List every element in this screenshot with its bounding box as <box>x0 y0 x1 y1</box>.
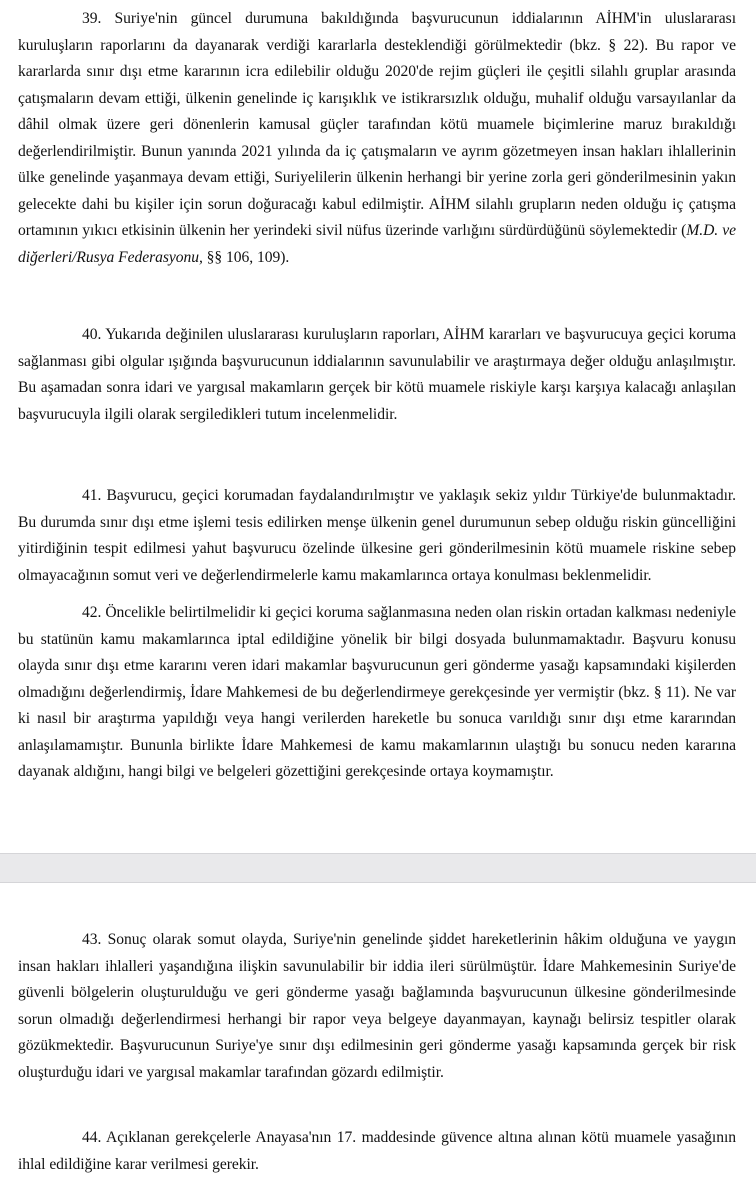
paragraph-number: 40. <box>82 326 102 343</box>
paragraph-text: Başvurucu, geçici korumadan faydalandırılmıştır ve yaklaşık sekiz yıldır Türkiye'de bulunmaktadır. Bu durumda sınır dışı etme işlemi tesis edilirken menşe ülkenin genel durumunun sebep olduğu riskin güncelliğini yitirdiğinin tespit edilmesi yahut başvurucu özelinde ülkesine geri gönderilmesinin kötü muamele riskine sebep olmayacağının somut veri ve değerlendirmelerle kamu makamlarınca ortaya konulması beklenmelidir. <box>18 487 736 584</box>
paragraph-43 <box>18 927 736 1086</box>
paragraph-text: Açıklanan gerekçelerle Anayasa'nın 17. maddesinde güvence altına alınan kötü muamele yasağının ihlal edildiğine karar verilmesi gerekir. <box>18 1129 736 1173</box>
page-separator <box>0 853 756 883</box>
paragraph-42 <box>18 600 736 786</box>
paragraph-number: 41. <box>82 487 102 504</box>
paragraph-text: Öncelikle belirtilmelidir ki geçici koruma sağlanmasına neden olan riskin ortadan kalkması nedeniyle bu statünün kamu makamlarınca iptal edildiğine yönelik bir bilgi dosyada bulunmamaktadır. Başvuru konusu olayda sınır dışı etme kararını veren idari makamlar başvurucunun geri gönderme yasağı kapsamındaki kişilerden olmadığını değerlendirmiş, İdare Mahkemesi de bu değerlendirmeye gerekçesinde yer vermiştir (bkz. § 11). Ne var ki nasıl bir araştırma yapıldığı veya hangi verilerden hareketle bu sonuca varıldığı sınır dışı etme kararından anlaşılamamıştır. Bununla birlikte İdare Mahkemesi de kamu makamlarının ulaştığı bu sonucu neden kararına dayanak aldığını, hangi bilgi ve belgeleri gözettiğini gerekçesinde ortaya koymamıştır. <box>18 604 736 780</box>
paragraph-text: Yukarıda değinilen uluslararası kuruluşların raporları, AİHM kararları ve başvurucuya geçici koruma sağlanması gibi olgular ışığında başvurucunun iddialarının savunulabilir ve araştırmaya değer olduğu anlaşılmıştır. Bu aşamadan sonra idari ve yargısal makamların gerçek bir kötü muamele riskiyle karşı karşıya kalacağı anlaşılan başvurucuyla ilgili olarak sergiledikleri tutum incelenmelidir. <box>18 326 736 423</box>
paragraph-41 <box>18 483 736 589</box>
document-page-lower <box>0 883 756 1200</box>
paragraph-39 <box>18 6 736 271</box>
paragraph-44 <box>18 1125 736 1178</box>
paragraph-text: Sonuç olarak somut olayda, Suriye'nin genelinde şiddet hareketlerinin hâkim olduğuna ve yaygın insan hakları ihlalleri yaşandığına ilişkin savunulabilir bir iddia ileri sürülmüştür. İdare Mahkemesinin Suriye'de güvenli bölgelerin oluşturulduğu ve geri gönderme yasağı bağlamında başvurucunun ülkesine gönderilmesinde sorun olmadığı değerlendirmesi herhangi bir rapor veya belgeye dayanmayan, kaynağı belirsiz tespitler olarak gözükmektedir. Başvurucunun Suriye'ye sınır dışı edilmesinin geri gönderme yasağı kapsamında gerçek bir risk oluşturduğu idari ve yargısal makamlar tarafından gözardı edilmiştir. <box>18 931 736 1081</box>
paragraph-text-end: §§ 106, 109). <box>202 248 290 266</box>
paragraph-text: Suriye'nin güncel durumuna bakıldığında başvurucunun iddialarının AİHM'in uluslararası kuruluşların raporlarını da dayanarak verdiği kararlarla desteklendiği görülmektedir (bkz. § 22). Bu rapor ve kararlarda sınır dışı etme kararının icra edilebilir olduğu 2020'de rejim güçleri ile çeşitli silahlı gruplar arasında çatışmaların devam ettiği, ülkenin genelinde iç karışıklık ve istikrarsızlık olduğu, muhalif olduğu varsayılanlar da dâhil olmak üzere geri dönenlerin kamusal güçler tarafından kötü muamele biçimlerine maruz bırakıldığı değerlendirilmiştir. Bunun yanında 2021 yılında da iç çatışmaların ve ayrım gözetmeyen insan hakları ihlallerinin ülke genelinde yaşanmaya devam ettiği, Suriyelilerin ülkenin herhangi bir yerine zorla geri gönderilmesinin yakın gelecekte dahi bu kişiler için sorun doğuracağı kabul edilmiştir. AİHM silahlı grupların neden olduğu iç çatışma ortamının yıkıcı etkisinin ülkenin her yerindeki sivil nüfus üzerinde varlığını sürdürdüğünü söylemektedir ( <box>18 10 736 239</box>
paragraph-number: 44. <box>82 1129 102 1146</box>
paragraph-number: 43. <box>82 931 102 948</box>
case-citation: M.D. ve diğerleri/Rusya Federasyonu, <box>18 222 736 266</box>
paragraph-number: 42. <box>82 604 102 621</box>
paragraph-number: 39. <box>82 10 102 27</box>
paragraph-40 <box>18 322 736 428</box>
